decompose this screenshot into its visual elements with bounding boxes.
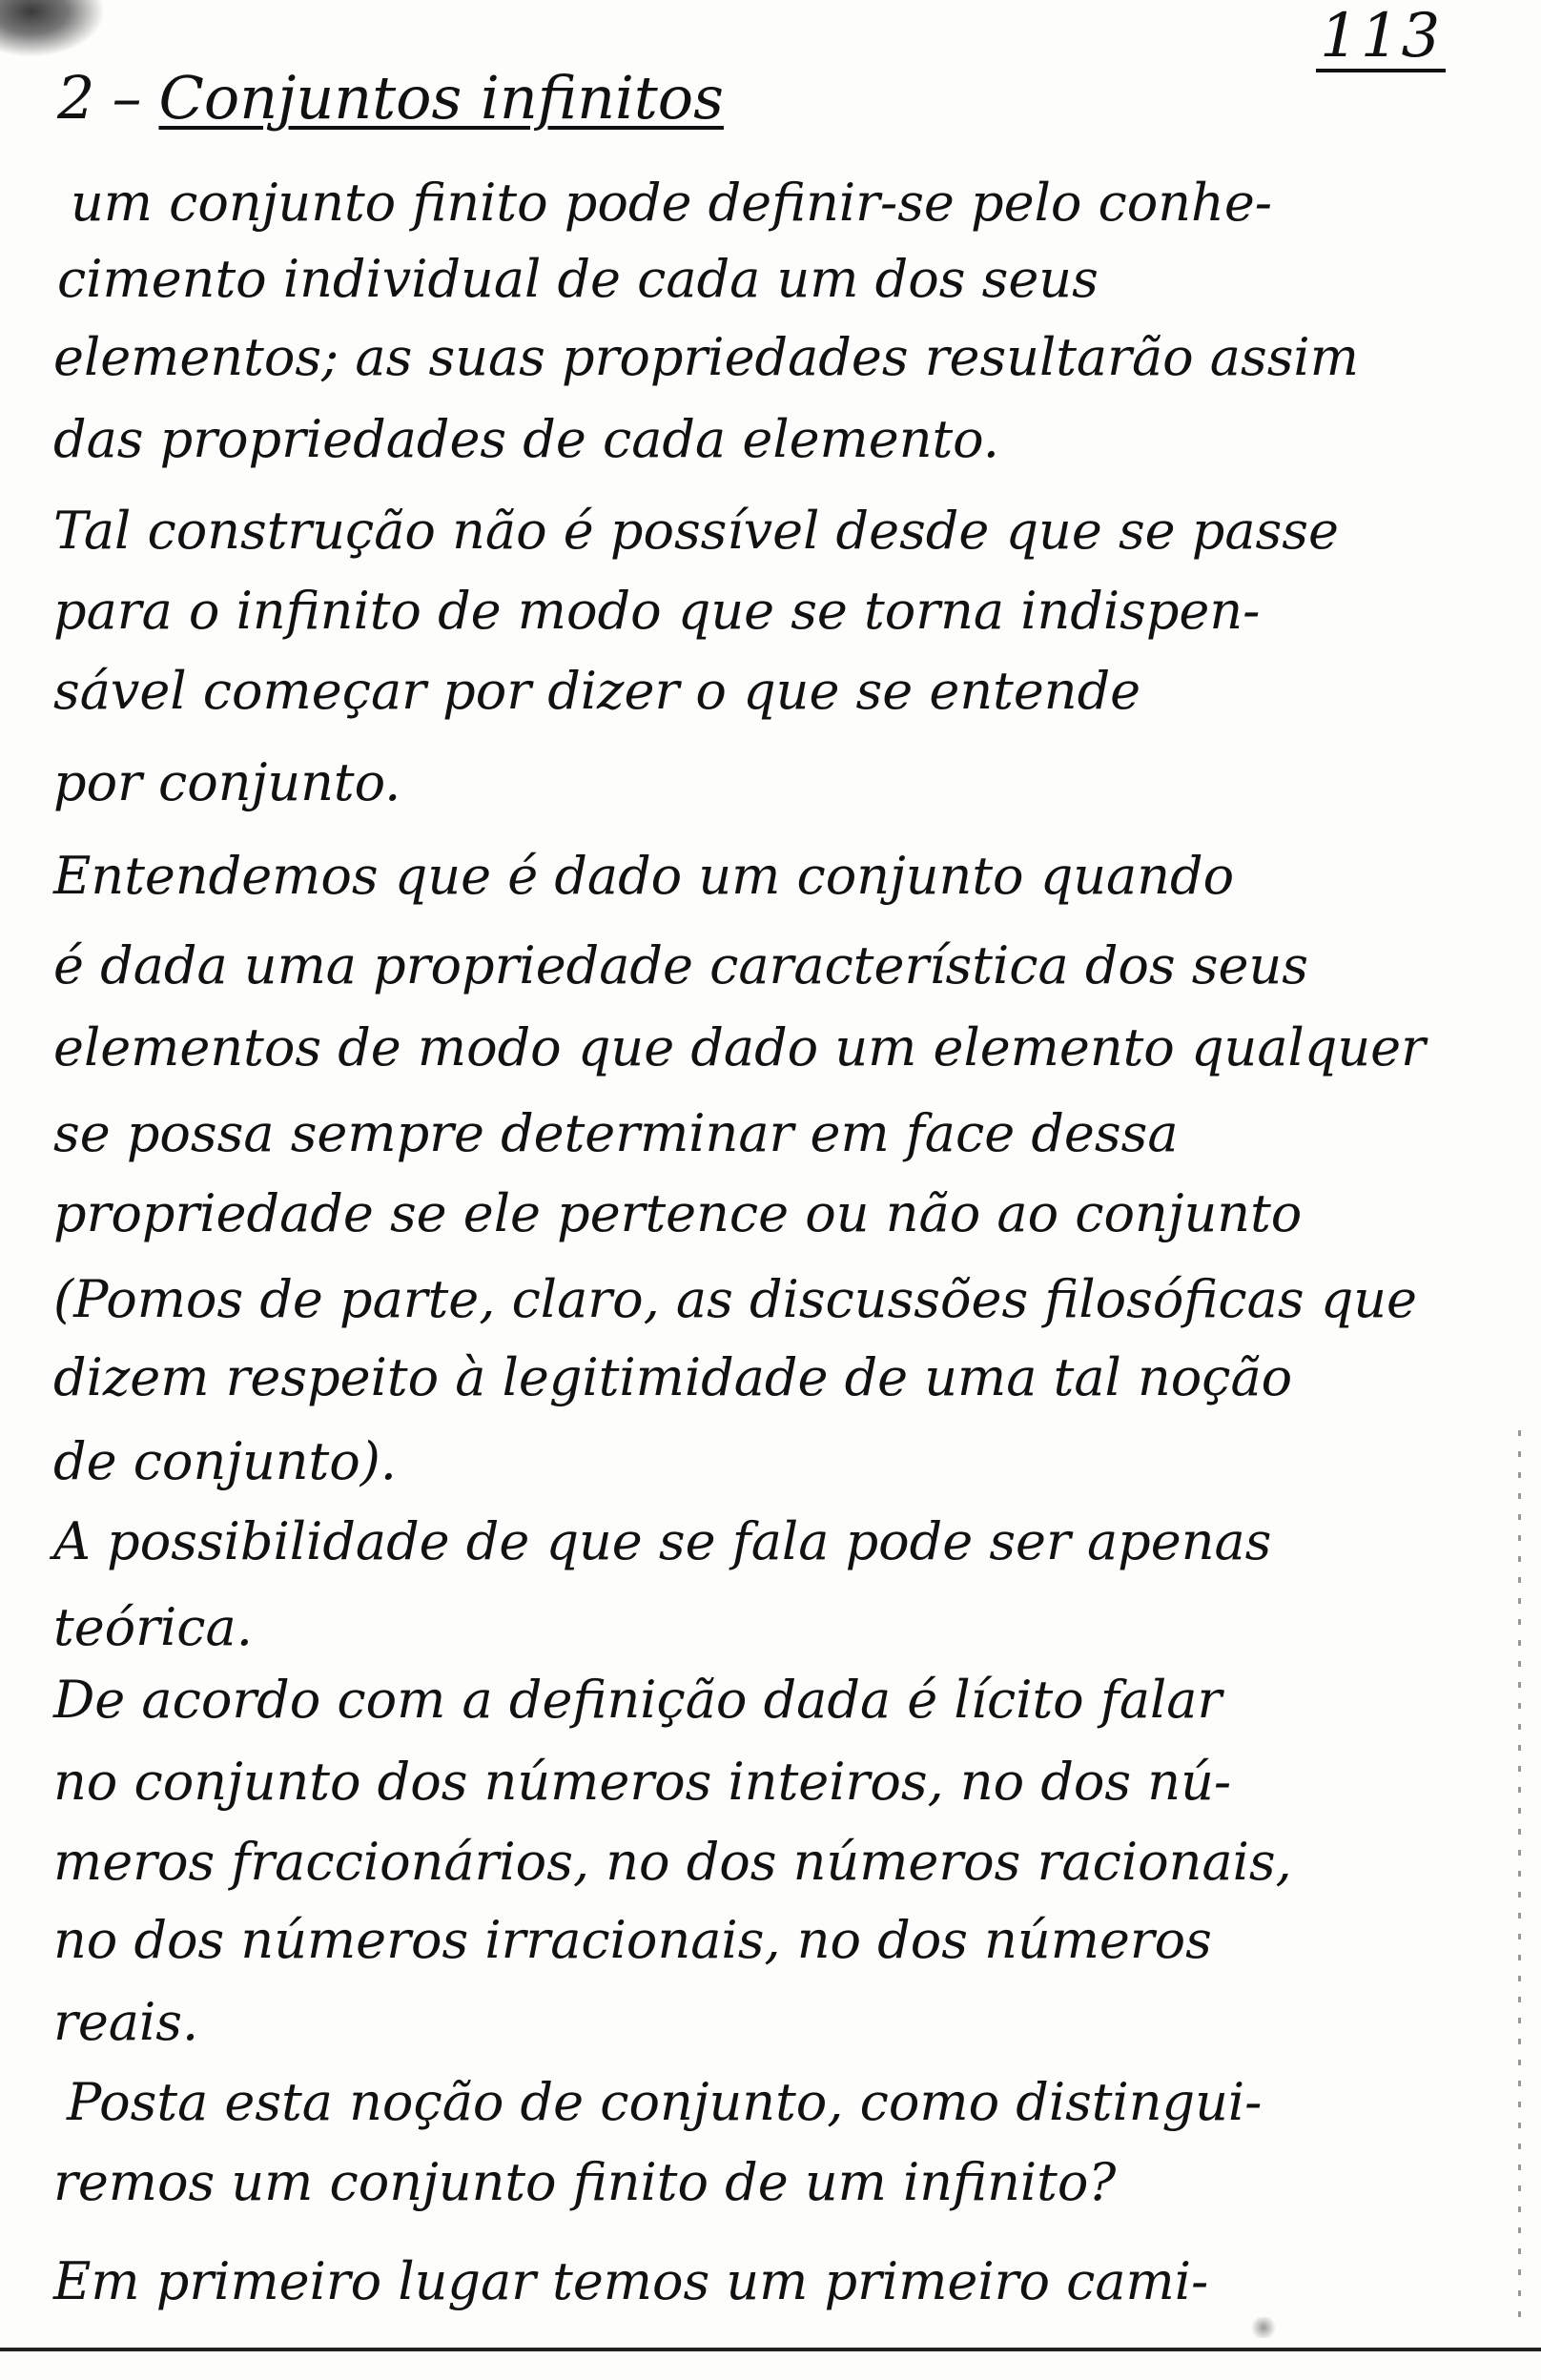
text-line: sável começar por dizer o que se entende [53,661,1141,721]
text-line: um conjunto finito pode definir-se pelo conhe- [71,173,1273,233]
section-title: Conjuntos infinitos [158,63,724,133]
text-line: (Pomos de parte, claro, as discussões filosóficas que [53,1269,1417,1329]
text-line: meros fraccionários, no dos números racionais, [53,1832,1292,1892]
text-line: das propriedades de cada elemento. [53,409,999,469]
text-line: propriedade se ele pertence ou não ao conjunto [53,1183,1303,1243]
text-line: de conjunto). [53,1431,397,1491]
text-line: elementos; as suas propriedades resultarão assim [53,327,1359,387]
text-line: elementos de modo que dado um elemento qualquer [53,1017,1426,1077]
text-line: Tal construção não é possível desde que se passe [53,501,1339,561]
text-line: é dada uma propriedade característica dos seus [53,935,1308,995]
section-number: 2 [57,63,95,133]
text-line: teórica. [53,1597,253,1657]
text-line: dizem respeito à legitimidade de uma tal noção [53,1347,1293,1407]
text-line: Entendemos que é dado um conjunto quando [53,846,1235,906]
text-line: reais. [53,1992,199,2052]
text-line: se possa sempre determinar em face dessa [53,1103,1179,1163]
text-line: no dos números irracionais, no dos números [53,1910,1212,1970]
scan-edge-marks [1518,1430,1521,2327]
text-line: remos um conjunto finito de um infinito? [53,2152,1117,2212]
text-line: Em primeiro lugar temos um primeiro cami- [53,2251,1209,2311]
text-line: para o infinito de modo que se torna indispen- [53,581,1261,641]
section-dash: – [112,63,142,133]
page-number: 113 [1316,6,1446,72]
text-line: no conjunto dos números inteiros, no dos nú- [53,1752,1232,1812]
text-line: De acordo com a definição dada é lícito falar [53,1670,1223,1730]
text-line: por conjunto. [53,752,401,812]
page-bottom-edge [0,2348,1541,2351]
text-line: cimento individual de cada um dos seus [57,249,1099,309]
scan-speck [1249,2317,1278,2338]
text-line: Posta esta noção de conjunto, como distingui- [67,2072,1263,2132]
text-line: A possibilidade de que se fala pode ser apenas [53,1511,1272,1571]
